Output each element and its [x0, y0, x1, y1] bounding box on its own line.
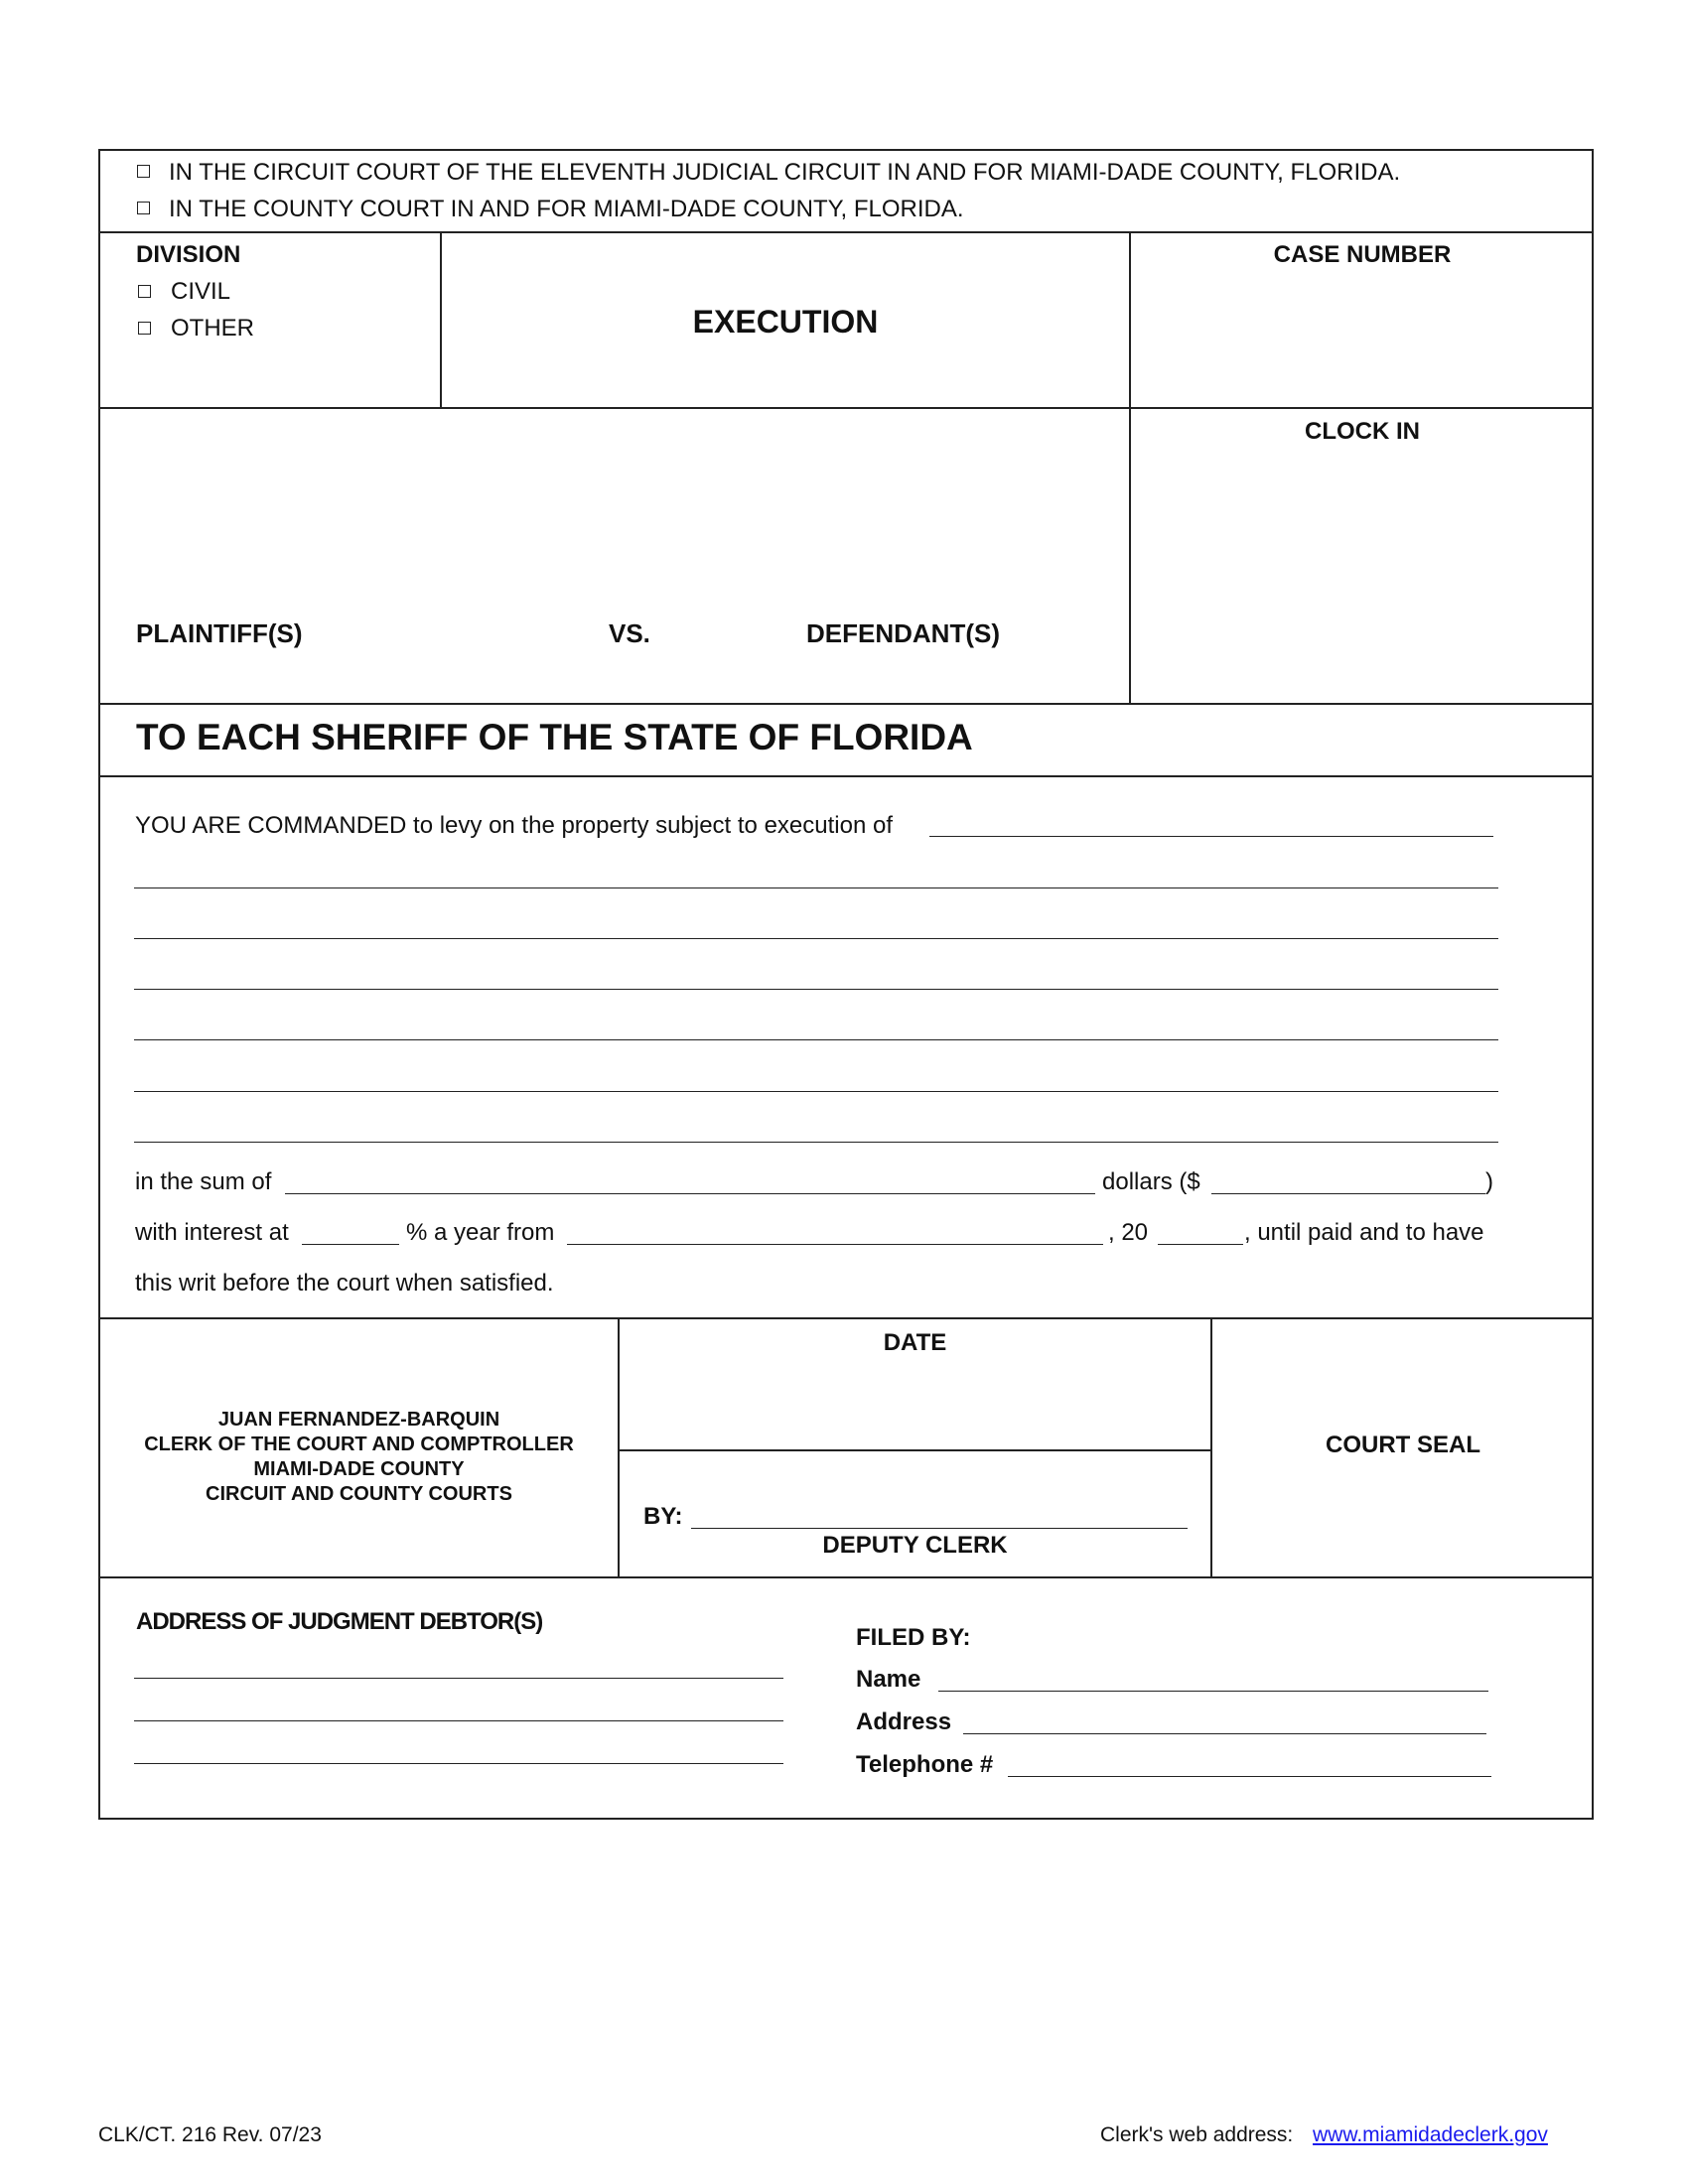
filed-by-name-label: Name	[856, 1666, 921, 1693]
year-blank[interactable]	[1158, 1244, 1243, 1245]
command-blank-line[interactable]	[134, 1091, 1498, 1092]
case-number-label: CASE NUMBER	[1273, 241, 1452, 268]
court-seal-label: COURT SEAL	[1326, 1432, 1480, 1458]
defendant-label: DEFENDANT(S)	[806, 618, 1000, 648]
execution-of-blank[interactable]	[929, 836, 1493, 837]
command-intro: YOU ARE COMMANDED to levy on the property subject to execution of	[135, 812, 893, 839]
document-title: EXECUTION	[692, 304, 879, 340]
filed-by-address-label: Address	[856, 1708, 952, 1735]
filed-by-telephone-label: Telephone #	[856, 1751, 994, 1778]
command-blank-line[interactable]	[134, 1039, 1498, 1040]
interest-rate-blank[interactable]	[302, 1244, 399, 1245]
divider-case-col	[1129, 231, 1131, 703]
date-label: DATE	[883, 1329, 947, 1356]
filed-by-address-blank[interactable]	[963, 1733, 1486, 1734]
closing-text: this writ before the court when satisfied.	[135, 1270, 554, 1297]
clock-in-label: CLOCK IN	[1305, 418, 1420, 445]
debtor-address-blank[interactable]	[134, 1720, 783, 1721]
other-label: OTHER	[171, 315, 254, 341]
sum-words-blank[interactable]	[285, 1193, 1095, 1194]
sheriff-heading: TO EACH SHERIFF OF THE STATE OF FLORIDA	[136, 717, 973, 757]
command-blank-line[interactable]	[134, 887, 1498, 888]
clerk-courts: CIRCUIT AND COUNTY COURTS	[206, 1483, 512, 1505]
county-court-checkbox[interactable]	[137, 202, 150, 214]
sum-amount-blank[interactable]	[1211, 1193, 1485, 1194]
interest-prefix: with interest at	[135, 1219, 289, 1246]
debtor-address-blank[interactable]	[134, 1678, 783, 1679]
divider-date-box	[618, 1449, 1210, 1451]
by-label: BY:	[643, 1503, 683, 1530]
deputy-clerk-label: DEPUTY CLERK	[822, 1532, 1008, 1559]
debtor-address-blank[interactable]	[134, 1763, 783, 1764]
filed-by-telephone-blank[interactable]	[1008, 1776, 1491, 1777]
filed-by-label: FILED BY:	[856, 1624, 971, 1651]
command-blank-line[interactable]	[134, 938, 1498, 939]
command-blank-line[interactable]	[134, 989, 1498, 990]
dollars-label: dollars ($	[1102, 1168, 1200, 1195]
division-label: DIVISION	[136, 241, 241, 268]
signature-blank[interactable]	[691, 1528, 1188, 1529]
vs-label: VS.	[609, 618, 650, 648]
circuit-court-label: IN THE CIRCUIT COURT OF THE ELEVENTH JUDICIAL CIRCUIT IN AND FOR MIAMI-DADE COUNTY, FLORIDA.	[169, 159, 1401, 186]
debtor-address-label: ADDRESS OF JUDGMENT DEBTOR(S)	[136, 1608, 543, 1635]
clerk-name: JUAN FERNANDEZ-BARQUIN	[217, 1409, 500, 1431]
percent-label: % a year from	[406, 1219, 555, 1246]
sum-prefix: in the sum of	[135, 1168, 272, 1195]
civil-checkbox[interactable]	[138, 285, 151, 298]
clerk-title: CLERK OF THE COURT AND COMPTROLLER	[144, 1433, 574, 1455]
year-prefix: , 20	[1108, 1219, 1149, 1246]
web-address-link[interactable]: www.miamidadeclerk.gov	[1313, 2123, 1548, 2146]
form-border	[98, 149, 1594, 1820]
divider-title-row	[98, 407, 1594, 409]
divider-sheriff-heading	[98, 775, 1594, 777]
divider-court-header	[98, 231, 1594, 233]
filed-by-name-blank[interactable]	[938, 1691, 1488, 1692]
circuit-court-checkbox[interactable]	[137, 165, 150, 178]
county-court-label: IN THE COUNTY COURT IN AND FOR MIAMI-DADE COUNTY, FLORIDA.	[169, 196, 964, 222]
clerk-county: MIAMI-DADE COUNTY	[253, 1458, 465, 1480]
dollars-close: )	[1485, 1168, 1493, 1195]
web-address-label: Clerk's web address:	[1100, 2123, 1294, 2146]
command-blank-line[interactable]	[134, 1142, 1498, 1143]
until-paid-text: , until paid and to have	[1244, 1219, 1484, 1246]
interest-from-date-blank[interactable]	[567, 1244, 1103, 1245]
divider-parties-row	[98, 703, 1594, 705]
civil-label: CIVIL	[171, 278, 231, 305]
plaintiff-label: PLAINTIFF(S)	[136, 618, 303, 648]
divider-signature-row	[98, 1576, 1594, 1578]
form-number: CLK/CT. 216 Rev. 07/23	[98, 2123, 322, 2146]
divider-command-section	[98, 1317, 1594, 1319]
other-checkbox[interactable]	[138, 322, 151, 335]
